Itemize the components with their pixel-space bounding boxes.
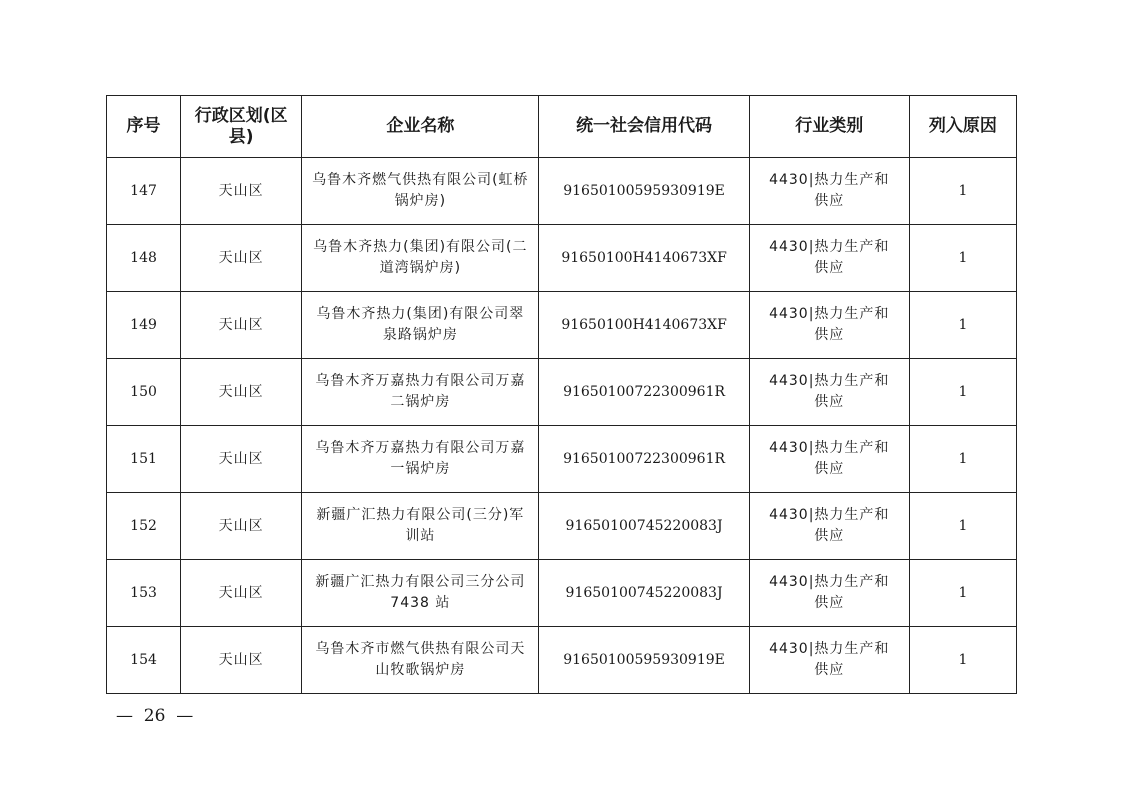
cell-industry: 4430|热力生产和供应 bbox=[749, 292, 909, 359]
header-seq: 序号 bbox=[107, 96, 181, 158]
cell-credit-code: 91650100595930919E bbox=[539, 627, 749, 694]
cell-enterprise-name: 乌鲁木齐燃气供热有限公司(虹桥锅炉房) bbox=[302, 158, 539, 225]
table-row bbox=[107, 292, 1017, 359]
cell-seq: 149 bbox=[107, 292, 181, 359]
cell-industry: 4430|热力生产和供应 bbox=[749, 359, 909, 426]
cell-district: 天山区 bbox=[181, 225, 302, 292]
header-district: 行政区划(区县) bbox=[181, 96, 302, 158]
cell-credit-code: 91650100595930919E bbox=[539, 158, 749, 225]
cell-reason: 1 bbox=[909, 560, 1016, 627]
cell-seq: 148 bbox=[107, 225, 181, 292]
cell-district: 天山区 bbox=[181, 627, 302, 694]
header-industry: 行业类别 bbox=[749, 96, 909, 158]
table-header-row bbox=[107, 96, 1017, 158]
cell-seq: 153 bbox=[107, 560, 181, 627]
cell-credit-code: 91650100745220083J bbox=[539, 493, 749, 560]
table-row bbox=[107, 560, 1017, 627]
cell-industry: 4430|热力生产和供应 bbox=[749, 560, 909, 627]
table-row bbox=[107, 158, 1017, 225]
cell-seq: 151 bbox=[107, 426, 181, 493]
cell-reason: 1 bbox=[909, 225, 1016, 292]
cell-industry: 4430|热力生产和供应 bbox=[749, 225, 909, 292]
cell-district: 天山区 bbox=[181, 560, 302, 627]
header-reason: 列入原因 bbox=[909, 96, 1016, 158]
cell-seq: 154 bbox=[107, 627, 181, 694]
cell-seq: 147 bbox=[107, 158, 181, 225]
header-name: 企业名称 bbox=[302, 96, 539, 158]
cell-credit-code: 91650100H4140673XF bbox=[539, 292, 749, 359]
table-row bbox=[107, 493, 1017, 560]
table-row bbox=[107, 225, 1017, 292]
cell-reason: 1 bbox=[909, 493, 1016, 560]
cell-enterprise-name: 乌鲁木齐市燃气供热有限公司天山牧歌锅炉房 bbox=[302, 627, 539, 694]
cell-district: 天山区 bbox=[181, 493, 302, 560]
cell-reason: 1 bbox=[909, 426, 1016, 493]
cell-industry: 4430|热力生产和供应 bbox=[749, 627, 909, 694]
cell-industry: 4430|热力生产和供应 bbox=[749, 158, 909, 225]
cell-district: 天山区 bbox=[181, 158, 302, 225]
cell-district: 天山区 bbox=[181, 426, 302, 493]
table-row bbox=[107, 359, 1017, 426]
cell-enterprise-name: 乌鲁木齐万嘉热力有限公司万嘉一锅炉房 bbox=[302, 426, 539, 493]
table-row bbox=[107, 627, 1017, 694]
cell-reason: 1 bbox=[909, 292, 1016, 359]
cell-district: 天山区 bbox=[181, 292, 302, 359]
enterprise-table bbox=[106, 95, 1017, 694]
cell-reason: 1 bbox=[909, 359, 1016, 426]
cell-credit-code: 91650100H4140673XF bbox=[539, 225, 749, 292]
cell-enterprise-name: 新疆广汇热力有限公司三分公司 7438 站 bbox=[302, 560, 539, 627]
cell-enterprise-name: 乌鲁木齐热力(集团)有限公司(二道湾锅炉房) bbox=[302, 225, 539, 292]
cell-industry: 4430|热力生产和供应 bbox=[749, 493, 909, 560]
cell-credit-code: 91650100722300961R bbox=[539, 426, 749, 493]
cell-industry: 4430|热力生产和供应 bbox=[749, 426, 909, 493]
cell-enterprise-name: 新疆广汇热力有限公司(三分)军训站 bbox=[302, 493, 539, 560]
header-credit-code: 统一社会信用代码 bbox=[539, 96, 749, 158]
cell-reason: 1 bbox=[909, 158, 1016, 225]
table-row bbox=[107, 426, 1017, 493]
cell-enterprise-name: 乌鲁木齐万嘉热力有限公司万嘉二锅炉房 bbox=[302, 359, 539, 426]
page-number: — 26 — bbox=[116, 706, 194, 726]
cell-district: 天山区 bbox=[181, 359, 302, 426]
cell-reason: 1 bbox=[909, 627, 1016, 694]
cell-credit-code: 91650100745220083J bbox=[539, 560, 749, 627]
cell-seq: 150 bbox=[107, 359, 181, 426]
cell-credit-code: 91650100722300961R bbox=[539, 359, 749, 426]
cell-enterprise-name: 乌鲁木齐热力(集团)有限公司翠泉路锅炉房 bbox=[302, 292, 539, 359]
cell-seq: 152 bbox=[107, 493, 181, 560]
